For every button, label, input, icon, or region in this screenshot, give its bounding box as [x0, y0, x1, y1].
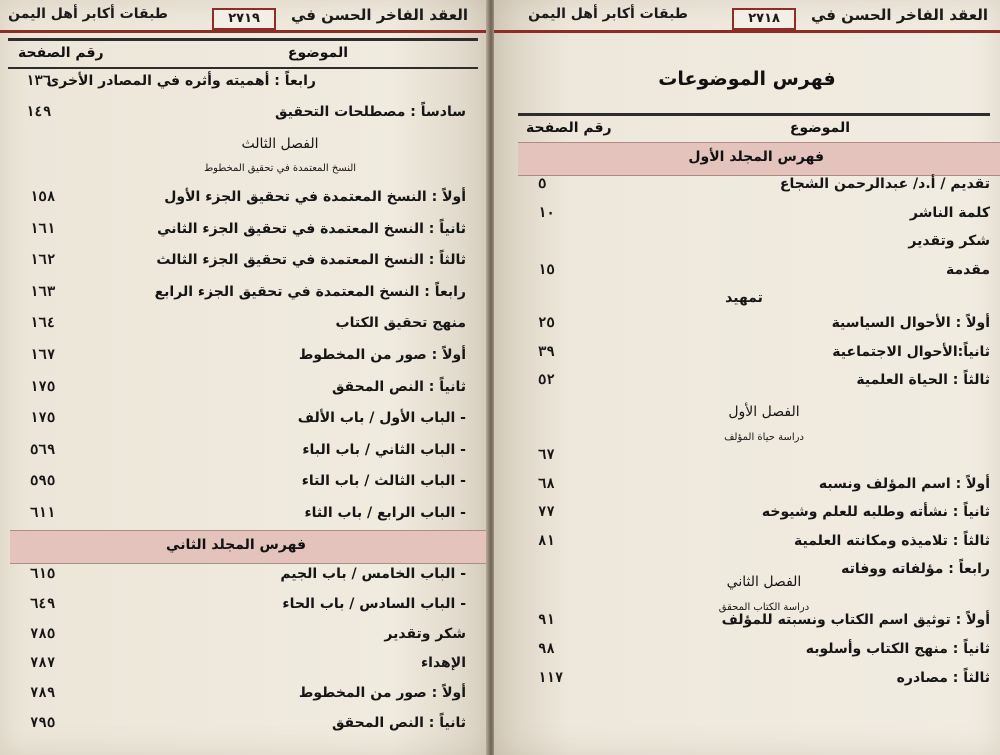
volume-one-index-label: فهرس المجلد الأول — [688, 149, 824, 165]
list-item: سادساً : مصطلحات التحقيق — [275, 104, 466, 120]
entry-title: ثانياً : منهج الكتاب وأسلوبه — [805, 641, 990, 657]
entry-title: شكر وتقدير — [384, 625, 466, 642]
page-column-label: رقم الصفحة — [18, 45, 104, 61]
entry-page-number: ٦٧ — [538, 447, 555, 463]
page-number — [538, 176, 598, 202]
chapter-two-subtitle: دراسة الكتاب المحقق — [718, 602, 810, 613]
page-number — [538, 561, 598, 587]
page-number — [30, 379, 90, 405]
chapter-one-title: الفصل الأول — [728, 404, 800, 420]
entry-title: منهج تحقيق الكتاب — [335, 315, 466, 332]
entry-title: ثانياً : النسخ المعتمدة في تحقيق الجزء الثاني — [157, 220, 466, 237]
list-item — [26, 442, 466, 468]
right-page — [494, 0, 1000, 755]
list-item — [26, 596, 466, 622]
entry-page-number: ١٠ — [538, 204, 555, 221]
entry-title: تقديم / أ.د/ عبدالرحمن الشجاع — [779, 176, 990, 192]
list-item — [26, 252, 466, 278]
list-item — [26, 284, 466, 310]
page-number — [30, 252, 90, 278]
entry-title: ثالثاً : مصادره — [896, 670, 990, 686]
entry-title: أولاً : صور من المخطوط — [298, 685, 466, 702]
entry-page-number: ٥٦٩ — [30, 441, 56, 458]
entry-title: كلمة الناشر — [909, 204, 990, 221]
list-item — [26, 655, 466, 681]
page-number — [538, 372, 598, 398]
entry-page-number: ٧٨٥ — [30, 625, 56, 642]
left-column-header — [8, 38, 478, 69]
page-number — [538, 504, 598, 530]
entry-title: - الباب السادس / باب الحاء — [282, 595, 466, 612]
entry-title: ثانياً : النص المحقق — [331, 378, 466, 395]
entry-page-number: ٦١١ — [30, 505, 56, 521]
list-item — [26, 473, 466, 499]
entry-page-number: ١٧٥ — [30, 410, 56, 427]
right-column-header — [518, 113, 990, 144]
page-number — [538, 205, 598, 231]
page-number — [30, 347, 90, 373]
entry-page-number: ٥٢ — [538, 372, 555, 388]
volume-two-index-label: فهرس المجلد الثاني — [166, 537, 306, 553]
list-item — [26, 505, 466, 531]
left-header-book-title: العقد الفاخر الحسن في — [290, 6, 468, 24]
right-running-header — [494, 6, 1000, 36]
entry-page-number: ١٧٥ — [30, 378, 56, 395]
list-item — [26, 685, 466, 711]
chapter-two-title: الفصل الثاني — [726, 574, 802, 590]
page-number — [30, 315, 90, 341]
entry-title: - الباب الثاني / باب الباء — [302, 441, 466, 458]
right-header-page-number: ٢٧١٨ — [732, 8, 796, 30]
right-header-book-title: العقد الفاخر الحسن في — [810, 6, 988, 24]
page-number — [538, 476, 598, 502]
preface-title: تمهيد — [725, 290, 763, 306]
entry-page-number: ٧٨٧ — [30, 655, 56, 672]
page-title: فهرس الموضوعات — [658, 68, 836, 90]
list-item — [26, 347, 466, 373]
left-header-subtitle: طبقات أكابر أهل اليمن — [8, 6, 168, 22]
entry-page-number: ٩٨ — [538, 641, 555, 657]
entry-page-number: ١٦٤ — [30, 315, 56, 332]
entry-title: شكر وتقدير — [908, 233, 990, 249]
entry-page-number: ٣٩ — [538, 343, 555, 360]
entry-page-number: ٦٨ — [538, 475, 555, 492]
entry-page-number: ١٦٣ — [30, 283, 56, 300]
page-number — [30, 442, 90, 468]
entry-title: - الباب الأول / باب الألف — [297, 410, 466, 427]
entry-page-number: ٧٩٥ — [30, 715, 56, 731]
right-header-rule — [494, 30, 1000, 33]
left-page — [0, 0, 488, 755]
topic-column-label: الموضوع — [789, 120, 850, 136]
chapter-one-subtitle: دراسة حياة المؤلف — [724, 432, 804, 443]
page-column-label: رقم الصفحة — [526, 120, 612, 136]
topic-column-label: الموضوع — [287, 45, 348, 61]
entry-page-number: ٧٧ — [538, 504, 555, 520]
entry-title: ثالثاً : الحياة العلمية — [856, 372, 990, 388]
entry-page-number: ١٦٢ — [30, 252, 56, 269]
page-number — [538, 315, 598, 341]
page-number — [30, 655, 90, 681]
list-item — [26, 410, 466, 436]
entry-title: رابعاً : مؤلفاته ووفاته — [841, 561, 990, 577]
entry-title: أولاً : اسم المؤلف ونسبه — [818, 475, 990, 492]
entry-page-number: ٥٩٥ — [30, 473, 56, 490]
left-header-rule — [0, 30, 488, 33]
left-section-bar — [10, 530, 486, 564]
entry-page-number: ٢٥ — [538, 315, 555, 331]
entry-title: أولاً : الأحوال السياسية — [831, 315, 990, 331]
entry-title: ثالثاً : النسخ المعتمدة في تحقيق الجزء الثالث — [156, 252, 466, 269]
entry-title: - الباب الخامس / باب الجيم — [280, 566, 466, 582]
page-number — [30, 189, 90, 215]
page-number — [30, 284, 90, 310]
page-number — [538, 612, 598, 638]
page-number — [30, 473, 90, 499]
chapter-three-title: الفصل الثالث — [241, 136, 319, 152]
entry-page-number: ٥ — [538, 176, 547, 192]
entry-title: ثانياً : نشأته وطلبه للعلم وشيوخه — [761, 504, 990, 520]
entry-page-number: ١٥ — [538, 261, 555, 278]
page-number — [538, 262, 598, 288]
entry-page-number: ١٦١ — [30, 220, 56, 237]
page-number — [538, 233, 598, 259]
list-item — [26, 221, 466, 247]
entry-title: رابعاً : النسخ المعتمدة في تحقيق الجزء الرابع — [154, 283, 466, 300]
entry-title: ثانياً:الأحوال الاجتماعية — [832, 343, 990, 360]
list-item — [26, 715, 466, 741]
chapter-three-subtitle: النسخ المعتمدة في تحقيق المخطوط — [203, 163, 357, 174]
entry-title: أولاً : صور من المخطوط — [298, 347, 466, 363]
entry-page-number: ٦١٥ — [30, 566, 56, 582]
right-header-subtitle: طبقات أكابر أهل اليمن — [528, 6, 688, 22]
page-number — [30, 221, 90, 247]
page-number — [30, 596, 90, 622]
entry-title: ثانياً : النص المحقق — [331, 715, 466, 731]
entry-title: - الباب الثالث / باب التاء — [301, 473, 466, 490]
entry-page-number: ١٦٧ — [30, 347, 56, 363]
page-number — [30, 715, 90, 741]
entry-page-number: ٦٤٩ — [30, 595, 56, 612]
entry-page-number: ٧٨٩ — [30, 685, 56, 702]
page-number — [538, 641, 598, 667]
page-number — [538, 344, 598, 370]
page-number — [30, 685, 90, 711]
page-number — [30, 626, 90, 652]
page-number — [538, 447, 598, 473]
entry-title: ثالثاً : تلاميذه ومكانته العلمية — [794, 532, 990, 549]
page-number — [538, 533, 598, 559]
entry-title: - الباب الرابع / باب الثاء — [304, 505, 466, 521]
entry-title: أولاً : النسخ المعتمدة في تحقيق الجزء الأول — [164, 189, 466, 205]
page-number: ١٣٦ — [26, 73, 52, 89]
page-number — [30, 566, 90, 592]
entry-title: مقدمة — [946, 261, 990, 278]
list-item — [26, 566, 466, 592]
list-item — [26, 626, 466, 652]
page-number — [30, 505, 90, 531]
list-item — [26, 379, 466, 405]
entry-page-number: ٩١ — [538, 612, 555, 628]
page-number: ١٤٩ — [26, 104, 52, 120]
list-item — [26, 315, 466, 341]
page-number — [538, 670, 598, 696]
entry-page-number: ٨١ — [538, 532, 555, 549]
left-header-page-number: ٢٧١٩ — [212, 8, 276, 30]
list-item — [26, 189, 466, 215]
entry-page-number: ١١٧ — [538, 670, 564, 686]
entry-title: أولاً : توثيق اسم الكتاب ونسبته للمؤلف — [721, 612, 990, 628]
list-item: رابعاً : أهميته وأثره في المصادر الأخرى — [46, 73, 316, 89]
entry-page-number: ١٥٨ — [30, 189, 56, 205]
page-number — [30, 410, 90, 436]
right-section-bar — [518, 142, 1000, 176]
left-running-header — [0, 6, 488, 36]
entry-title: الإهداء — [421, 655, 466, 672]
